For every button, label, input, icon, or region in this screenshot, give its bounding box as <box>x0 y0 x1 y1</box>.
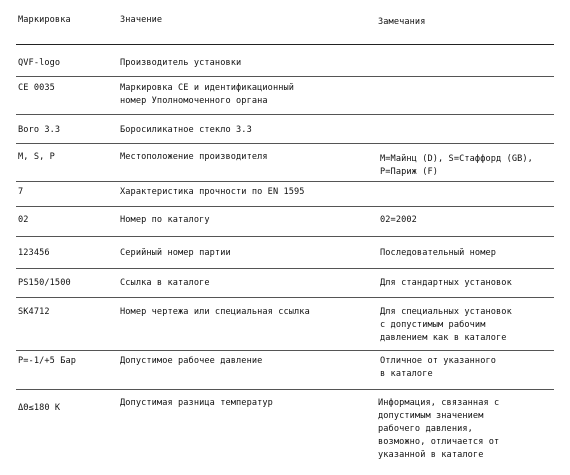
row-marking: P=-1/+5 Бар <box>18 356 77 366</box>
header-marking: Маркировка <box>18 15 71 25</box>
row-meaning: Местоположение производителя <box>120 152 268 162</box>
row-divider <box>16 236 554 237</box>
row-marking: QVF-logo <box>18 58 61 68</box>
row-meaning: Характеристика прочности по EN 1595 <box>120 187 305 197</box>
row-meaning: Боросиликатное стекло 3.3 <box>120 125 252 135</box>
row-notes: M=Майнц (D), S=Стаффорд (GB), P=Париж (F) <box>380 154 533 177</box>
row-divider <box>16 206 554 207</box>
row-marking: 123456 <box>18 248 50 258</box>
row-notes: Последовательный номер <box>380 248 497 258</box>
row-notes: Для стандартных установок <box>380 278 512 288</box>
row-meaning: Производитель установки <box>120 58 242 68</box>
row-meaning: Допустимая разница температур <box>120 398 273 408</box>
row-notes: 02=2002 <box>380 215 417 225</box>
row-marking: M, S, P <box>18 152 55 162</box>
row-divider <box>16 181 554 182</box>
row-meaning: Ссылка в каталоге <box>120 278 210 288</box>
row-divider <box>16 114 554 115</box>
row-meaning: Допустимое рабочее давление <box>120 356 263 366</box>
row-notes: Информация, связанная с допустимым значением рабочего давления, возможно, отличается от указанной в каталоге <box>378 398 500 460</box>
row-marking: CE 0035 <box>18 83 55 93</box>
row-marking: Boro 3.3 <box>18 125 61 135</box>
row-marking: 02 <box>18 215 29 225</box>
row-divider <box>16 76 554 77</box>
row-notes: Отличное от указанного в каталоге <box>380 356 497 379</box>
row-notes: Для специальных установок с допустимым рабочим давлением как в каталоге <box>380 307 512 343</box>
row-divider <box>16 268 554 269</box>
row-divider <box>16 389 554 390</box>
row-divider <box>16 143 554 144</box>
row-meaning: Серийный номер партии <box>120 248 231 258</box>
row-marking: 7 <box>18 187 24 197</box>
header-divider <box>16 44 554 45</box>
header-notes: Замечания <box>378 17 426 27</box>
row-divider <box>16 297 554 298</box>
row-marking: PS150/1500 <box>18 278 71 288</box>
row-meaning: Номер по каталогу <box>120 215 210 225</box>
row-divider <box>16 350 554 351</box>
row-marking: ΔΘ≤180 K <box>18 403 61 413</box>
header-meaning: Значение <box>120 15 163 25</box>
row-meaning: Номер чертежа или специальная ссылка <box>120 307 310 317</box>
row-meaning: Маркировка CE и идентификационный номер Уполномоченного органа <box>120 83 295 106</box>
row-marking: SK4712 <box>18 307 50 317</box>
